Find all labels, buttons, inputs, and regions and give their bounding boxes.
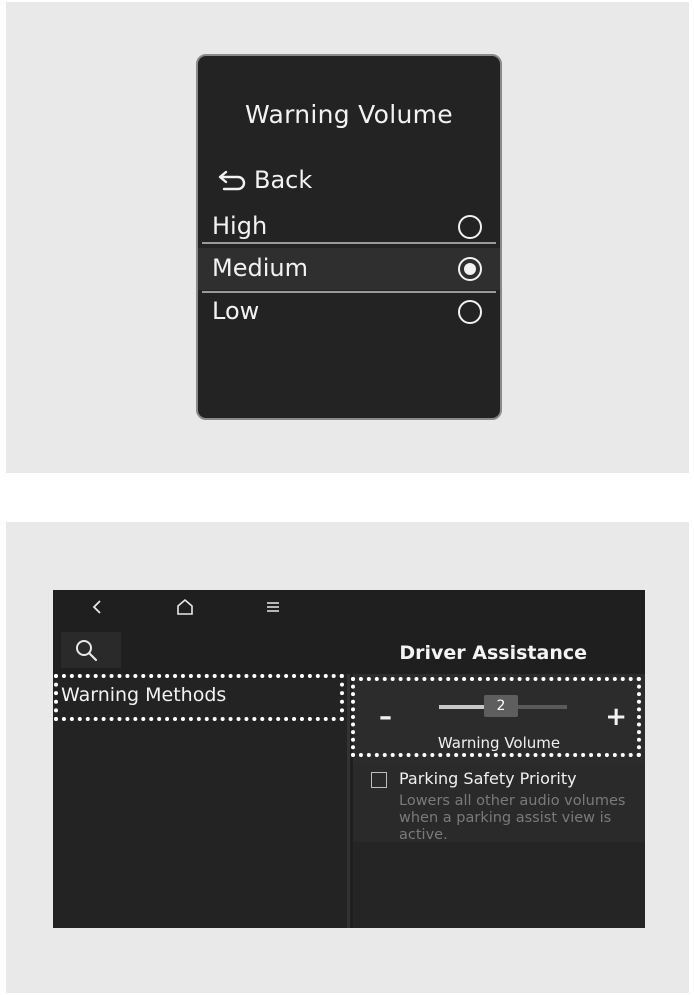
option-low[interactable]: [198, 291, 500, 333]
screen-title: Driver Assistance: [399, 642, 587, 664]
highlight-warning-volume: [351, 677, 641, 757]
warning-volume-popup: [196, 54, 502, 420]
back-chevron-icon[interactable]: [91, 598, 103, 620]
top-navigation-bar: [53, 590, 645, 628]
back-button[interactable]: [218, 166, 312, 194]
radio-unselected-icon[interactable]: [458, 215, 482, 239]
option-label: Medium: [212, 254, 308, 282]
divider: [202, 242, 496, 244]
pane-divider: [347, 674, 350, 928]
volume-decrease-button[interactable]: –: [379, 702, 392, 732]
option-label: High: [212, 212, 268, 240]
home-icon[interactable]: [176, 598, 194, 620]
parking-safety-description: Lowers all other audio volumes when a parking assist view is active.: [399, 793, 626, 843]
search-button[interactable]: [61, 632, 121, 668]
volume-increase-button[interactable]: +: [605, 702, 627, 732]
radio-unselected-icon[interactable]: [458, 300, 482, 324]
option-medium[interactable]: [198, 248, 500, 290]
volume-value-badge[interactable]: 2: [484, 695, 518, 717]
menu-item-warning-methods[interactable]: Warning Methods: [61, 684, 227, 706]
warning-volume-label: Warning Volume: [437, 734, 561, 752]
option-label: Low: [212, 297, 260, 325]
popup-title: Warning Volume: [245, 100, 453, 129]
menu-icon[interactable]: [265, 598, 281, 620]
infotainment-screen: [53, 590, 645, 928]
parking-safety-checkbox[interactable]: [371, 772, 387, 788]
back-arrow-icon: [218, 169, 248, 191]
search-icon: [75, 639, 99, 663]
back-label: Back: [254, 166, 313, 194]
radio-selected-icon[interactable]: [458, 257, 482, 281]
highlight-warning-methods: [54, 674, 344, 721]
parking-safety-label[interactable]: Parking Safety Priority: [399, 769, 577, 788]
